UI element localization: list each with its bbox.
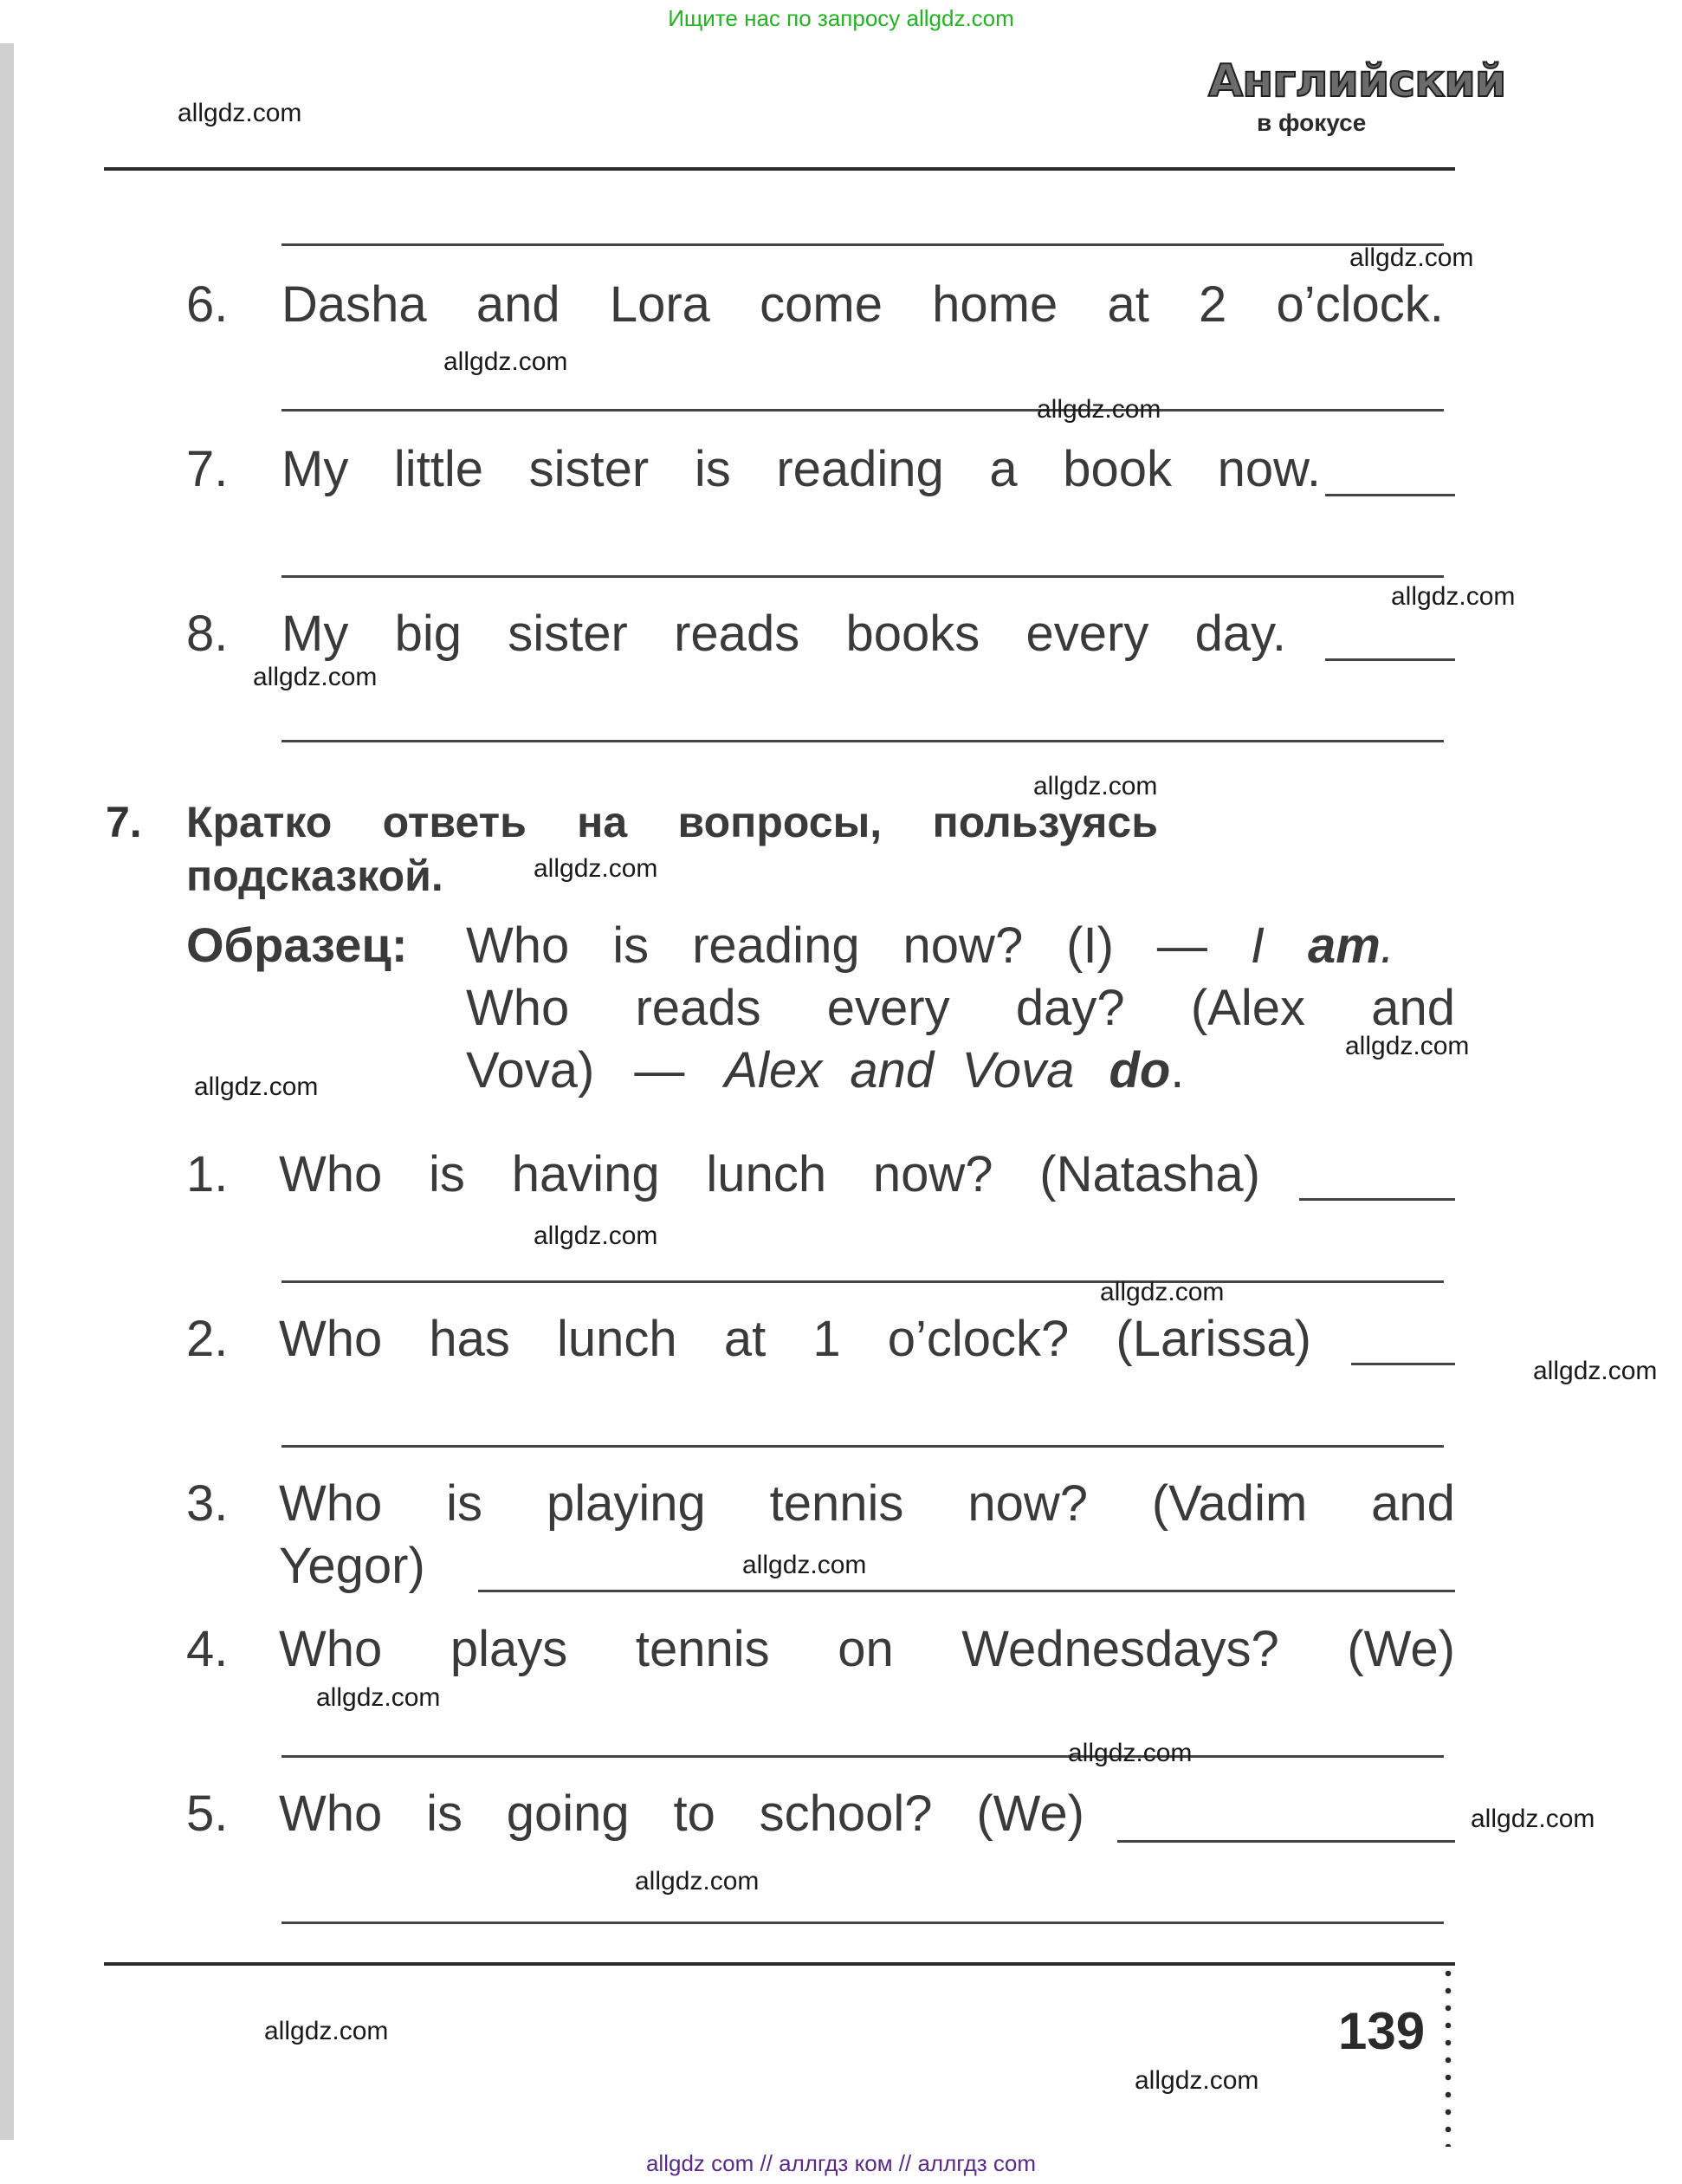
word: reading xyxy=(776,441,944,497)
top-banner[interactable]: Ищите нас по запросу allgdz.com xyxy=(668,5,1014,31)
word: books xyxy=(845,606,980,662)
watermark: allgdz.com xyxy=(1349,243,1474,272)
word: now. xyxy=(1217,441,1321,497)
answer-line xyxy=(1325,658,1455,661)
word: Кратко xyxy=(186,798,333,846)
logo-title: Английский xyxy=(1208,55,1506,107)
word: ответь xyxy=(382,798,527,846)
word: having xyxy=(511,1146,660,1202)
word: (We) xyxy=(1347,1621,1455,1677)
word: book xyxy=(1063,441,1173,497)
watermark: allgdz.com xyxy=(443,347,568,376)
answer-line xyxy=(1117,1840,1455,1843)
header-rule xyxy=(104,167,1455,171)
sample-line3 xyxy=(466,1041,1184,1099)
word: lunch xyxy=(557,1311,677,1367)
word: is xyxy=(429,1146,465,1202)
word: now? xyxy=(967,1475,1088,1532)
word: come xyxy=(760,276,883,333)
bottom-links[interactable]: allgdz com // аллгдз ком // аллгдз com xyxy=(645,2150,1037,2176)
word: 1 xyxy=(812,1311,841,1367)
answer-line xyxy=(281,575,1444,578)
question-4 xyxy=(279,1620,1455,1678)
question-number: 4. xyxy=(186,1621,229,1677)
word: now? xyxy=(902,917,1024,974)
sample-line2 xyxy=(466,979,1455,1037)
sample-answer-verb: do xyxy=(1109,1042,1171,1098)
word: на xyxy=(577,798,628,846)
sample-line1 xyxy=(466,917,1394,975)
word: Dasha xyxy=(281,276,427,333)
watermark: allgdz.com xyxy=(1068,1739,1193,1767)
item-number: 7. xyxy=(186,441,229,497)
watermark: allgdz.com xyxy=(1033,772,1158,800)
word: пользуясь xyxy=(932,798,1158,846)
sample-label: Образец: xyxy=(186,917,408,972)
item-number: 6. xyxy=(186,276,229,333)
question-3 xyxy=(279,1474,1455,1533)
word: Wednesdays? xyxy=(961,1621,1279,1677)
word: is xyxy=(446,1475,483,1532)
word: every xyxy=(826,980,950,1036)
word: Who xyxy=(279,1785,383,1842)
word: (I) xyxy=(1066,917,1114,974)
word: — xyxy=(1156,917,1207,974)
sample-answer-subject: I xyxy=(1250,917,1265,974)
word: and xyxy=(1371,1475,1455,1532)
word: 2 xyxy=(1199,276,1227,333)
word: is xyxy=(694,441,731,497)
answer-line xyxy=(478,1590,1455,1592)
word: reads xyxy=(674,606,800,662)
watermark: allgdz.com xyxy=(253,663,378,691)
watermark: allgdz.com xyxy=(1037,395,1161,424)
word: sister xyxy=(508,606,628,662)
word: day. xyxy=(1194,606,1286,662)
question-2 xyxy=(279,1310,1311,1368)
answer-line xyxy=(1325,494,1455,496)
page-number: 139 xyxy=(1338,2002,1426,2060)
word: tennis xyxy=(635,1621,770,1677)
question-1 xyxy=(279,1145,1260,1203)
sentence-7 xyxy=(281,440,1321,498)
word: o’clock. xyxy=(1276,276,1444,333)
word: My xyxy=(281,441,349,497)
watermark: allgdz.com xyxy=(1135,2066,1259,2095)
margin-dotted-line xyxy=(1445,1965,1452,2147)
answer-line xyxy=(1299,1198,1455,1201)
word: tennis xyxy=(769,1475,904,1532)
word: (Natasha) xyxy=(1039,1146,1260,1202)
watermark: allgdz.com xyxy=(194,1073,319,1101)
word: lunch xyxy=(706,1146,827,1202)
word: Who xyxy=(466,917,570,974)
answer-line xyxy=(281,409,1444,412)
word: on xyxy=(838,1621,894,1677)
word: little xyxy=(393,441,484,497)
word: (Larissa) xyxy=(1116,1311,1311,1367)
answer-line xyxy=(1351,1363,1455,1365)
page-edge-shadow xyxy=(0,43,14,2140)
word: sister xyxy=(528,441,650,497)
word: Who xyxy=(279,1146,383,1202)
watermark: allgdz.com xyxy=(742,1551,867,1579)
answer-line xyxy=(281,1445,1444,1448)
book-logo xyxy=(1208,55,1506,144)
word: to xyxy=(673,1785,715,1842)
sentence-8 xyxy=(281,605,1286,663)
watermark: allgdz.com xyxy=(1345,1032,1470,1060)
task-number: 7. xyxy=(106,798,142,846)
task-instruction-line1 xyxy=(186,797,1158,847)
question-number: 3. xyxy=(186,1475,229,1532)
task-instruction-line2: подсказкой. xyxy=(186,852,443,900)
word: big xyxy=(394,606,462,662)
word: has xyxy=(429,1311,510,1367)
footer-rule xyxy=(104,1962,1455,1966)
watermark: allgdz.com xyxy=(1471,1805,1595,1833)
word: is xyxy=(426,1785,463,1842)
header-watermark: allgdz.com xyxy=(178,99,302,127)
word: (Vadim xyxy=(1151,1475,1308,1532)
word: school? xyxy=(759,1785,933,1842)
word: playing xyxy=(546,1475,706,1532)
answer-line xyxy=(281,243,1444,246)
watermark: allgdz.com xyxy=(264,2017,389,2045)
word: reads xyxy=(635,980,761,1036)
sample-answer-verb: am xyxy=(1307,917,1381,974)
word: reading xyxy=(692,917,860,974)
question-5 xyxy=(279,1785,1084,1843)
question-number: 5. xyxy=(186,1785,229,1842)
watermark: allgdz.com xyxy=(534,1222,658,1250)
word: Who xyxy=(279,1475,383,1532)
sentence-6 xyxy=(281,275,1444,334)
word: every xyxy=(1025,606,1149,662)
word: Vova) xyxy=(466,1042,595,1098)
logo-subtitle: в фокусе xyxy=(1257,109,1367,136)
sample-answer-subject: Alex and Vova xyxy=(724,1042,1075,1098)
word: (Alex xyxy=(1190,980,1305,1036)
item-number: 8. xyxy=(186,606,229,662)
word: Who xyxy=(279,1621,383,1677)
watermark: allgdz.com xyxy=(635,1867,760,1896)
watermark: allgdz.com xyxy=(316,1683,441,1712)
word: Who xyxy=(279,1311,383,1367)
watermark: allgdz.com xyxy=(1533,1357,1658,1385)
word: Who xyxy=(466,980,570,1036)
answer-line xyxy=(281,740,1444,742)
answer-line xyxy=(281,1280,1444,1283)
word: (We) xyxy=(976,1785,1084,1842)
word: My xyxy=(281,606,349,662)
word: day? xyxy=(1015,980,1125,1036)
watermark: allgdz.com xyxy=(1391,582,1516,611)
word: o’clock? xyxy=(887,1311,1070,1367)
watermark: allgdz.com xyxy=(1100,1278,1225,1306)
word: at xyxy=(1107,276,1149,333)
punctuation: . xyxy=(1380,917,1394,974)
word: and xyxy=(1371,980,1455,1036)
punctuation: . xyxy=(1170,1042,1185,1098)
answer-line xyxy=(281,1922,1444,1924)
watermark: allgdz.com xyxy=(534,854,658,883)
word: is xyxy=(612,917,650,974)
word: at xyxy=(723,1311,767,1367)
question-3-line2: Yegor) xyxy=(279,1538,425,1594)
word: a xyxy=(989,441,1018,497)
word: going xyxy=(506,1785,630,1842)
word: plays xyxy=(450,1621,568,1677)
dash: — xyxy=(634,1042,685,1098)
question-number: 2. xyxy=(186,1311,229,1367)
word: home xyxy=(932,276,1058,333)
question-number: 1. xyxy=(186,1146,229,1202)
word: and xyxy=(475,276,560,333)
word: now? xyxy=(872,1146,993,1202)
answer-line xyxy=(281,1755,1444,1758)
word: вопросы, xyxy=(677,798,883,846)
word: Lora xyxy=(609,276,710,333)
